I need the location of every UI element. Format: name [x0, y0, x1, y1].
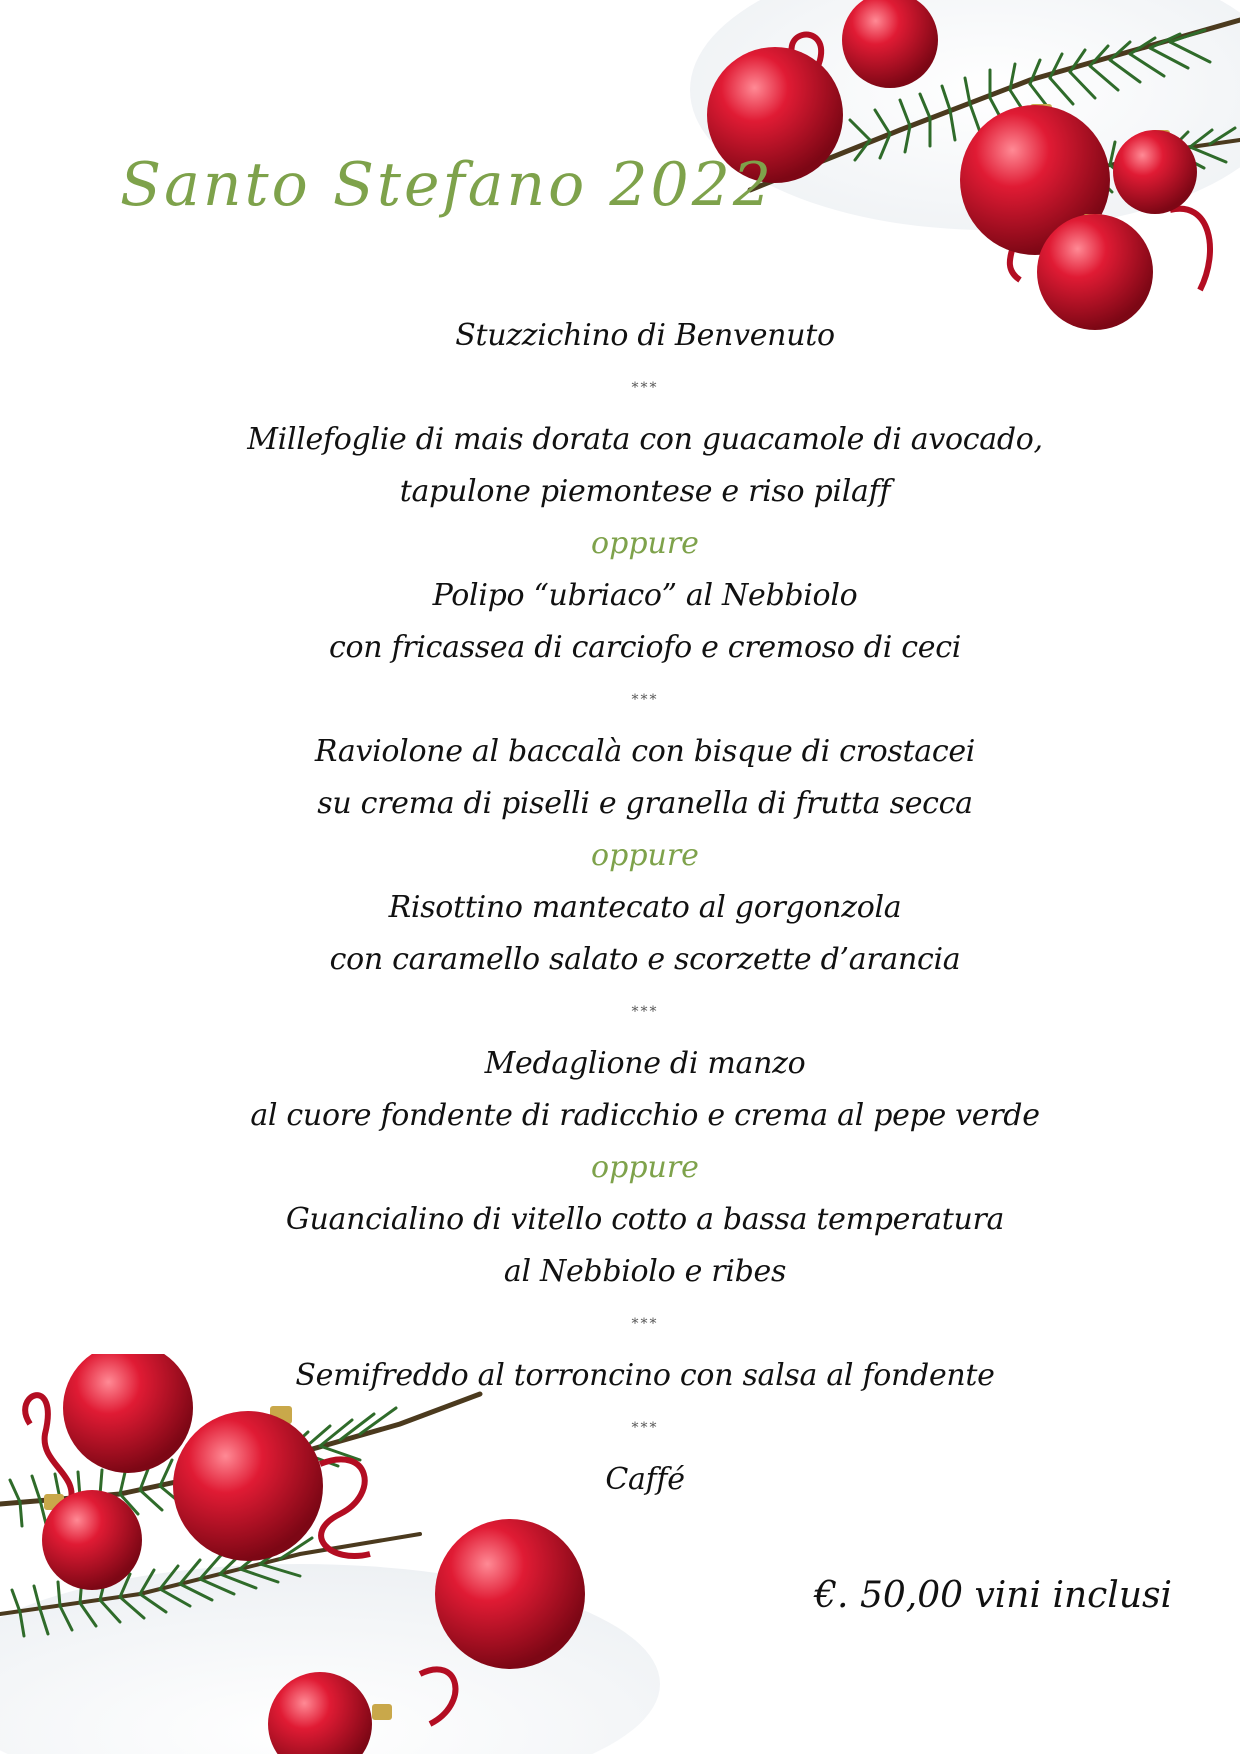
price-label: €. 50,00 vini inclusi	[814, 1575, 1172, 1616]
menu-line: Millefoglie di mais dorata con guacamole di avocado,	[247, 422, 1043, 457]
menu-line: al Nebbiolo e ribes	[503, 1254, 787, 1289]
separator-stars: ***	[631, 692, 659, 708]
separator-stars: ***	[631, 1316, 659, 1332]
menu-line: tapulone piemontese e riso pilaff	[399, 474, 891, 509]
menu-line: Raviolone al baccalà con bisque di crostacei	[314, 734, 976, 769]
alternative-label: oppure	[591, 1150, 699, 1185]
menu-line: con fricassea di carciofo e cremoso di ceci	[328, 630, 961, 665]
menu-line: Semifreddo al torroncino con salsa al fondente	[295, 1358, 995, 1393]
separator-stars: ***	[631, 380, 659, 396]
separator-stars: ***	[631, 1420, 659, 1436]
menu-line: Guancialino di vitello cotto a bassa temperatura	[285, 1202, 1005, 1237]
menu-line: con caramello salato e scorzette d’arancia	[329, 942, 961, 977]
separator-stars: ***	[631, 1004, 659, 1020]
menu-line: Medaglione di manzo	[484, 1046, 806, 1081]
alternative-label: oppure	[591, 526, 699, 561]
alternative-label: oppure	[591, 838, 699, 873]
page-title: Santo Stefano 2022	[120, 150, 775, 220]
menu-line: al cuore fondente di radicchio e crema al pepe verde	[250, 1098, 1040, 1133]
menu-line: Caffé	[605, 1462, 685, 1497]
menu-line: Stuzzichino di Benvenuto	[455, 318, 835, 353]
menu-line: Polipo “ubriaco” al Nebbiolo	[432, 578, 858, 613]
menu-line: Risottino mantecato al gorgonzola	[388, 890, 902, 925]
menu-line: su crema di piselli e granella di frutta secca	[317, 786, 973, 821]
menu-list	[220, 310, 1070, 1506]
